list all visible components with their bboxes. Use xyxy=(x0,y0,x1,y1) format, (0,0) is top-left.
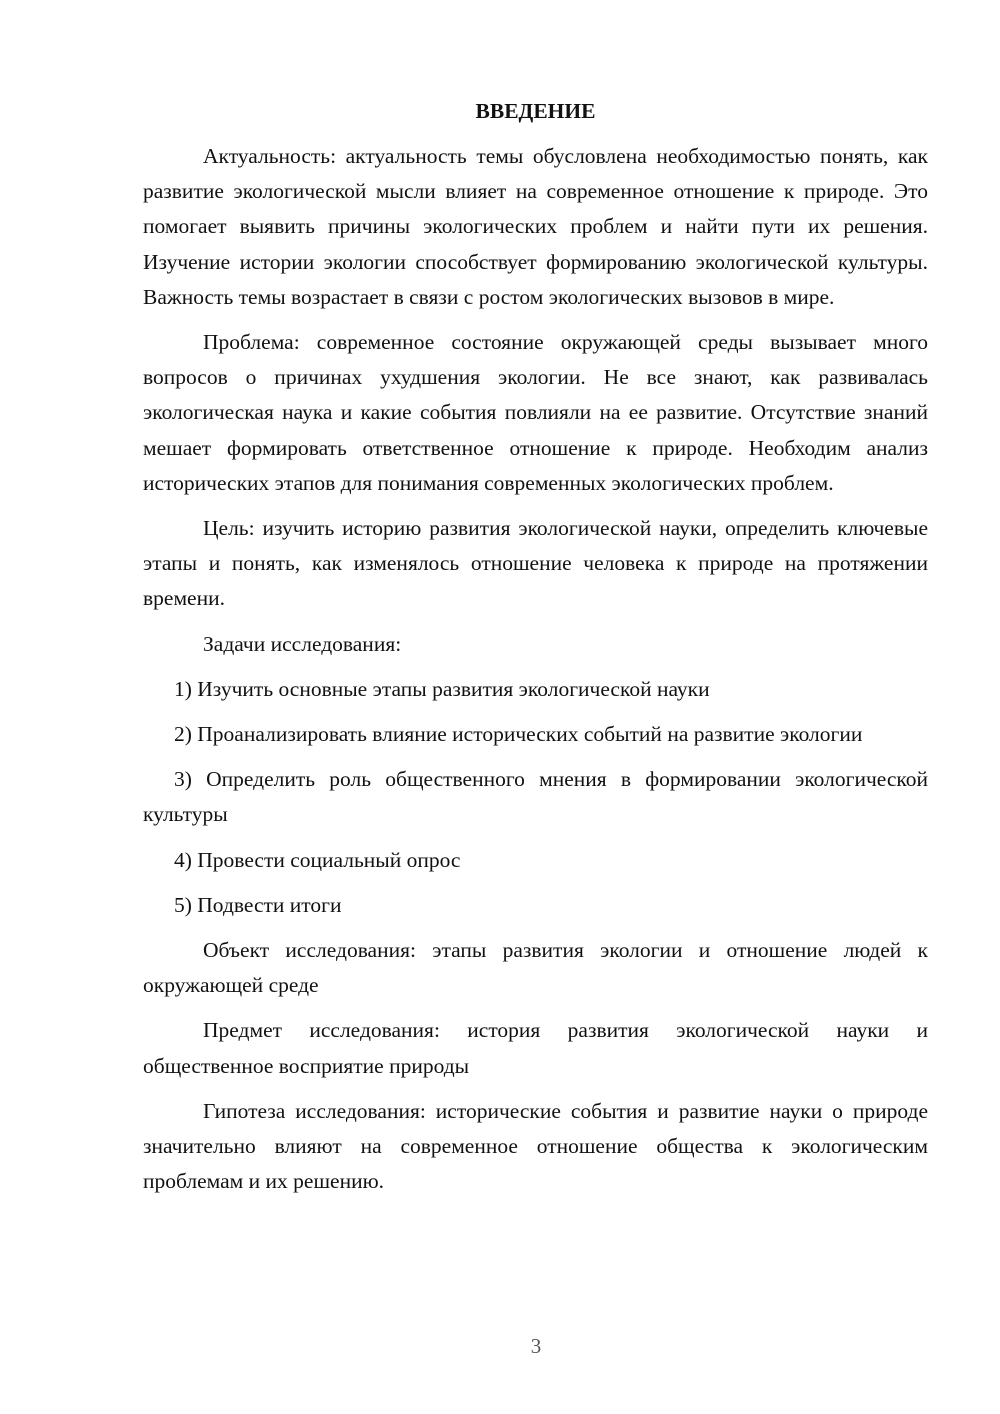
task-item-5: 5) Подвести итоги xyxy=(174,892,342,917)
tasks-heading: Задачи исследования: xyxy=(203,631,402,656)
goal-paragraph: Цель: изучить историю развития экологической науки, определить ключевые этапы и понять, как изменялось отношение человека к природе на протяжении времени. xyxy=(143,516,928,611)
page-content xyxy=(143,94,928,1209)
relevance-paragraph: Актуальность: актуальность темы обусловлена необходимостью понять, как развитие экологической мысли влияет на современное отношение к природе. Это помогает выявить причины экологических проблем и найти пути их решения. Изучение истории экологии способствует формированию экологической культуры. Важность темы возрастает в связи с ростом экологических вызовов в мире. xyxy=(143,144,928,309)
task-item-4: 4) Провести социальный опрос xyxy=(174,847,461,872)
page-number: 3 xyxy=(530,1334,542,1358)
task-item-2: 2) Проанализировать влияние исторических событий на развитие экологии xyxy=(174,722,863,747)
subject-paragraph: Предмет исследования: история развития экологической науки и общественное восприятие природы xyxy=(143,1018,928,1078)
hypothesis-paragraph: Гипотеза исследования: исторические события и развитие науки о природе значительно влияют на современное отношение общества к экологическим проблемам и их решению. xyxy=(143,1098,928,1194)
task-item-3: 3) Определить роль общественного мнения в формировании экологической культуры xyxy=(143,767,928,827)
problem-paragraph: Проблема: современное состояние окружающей среды вызывает много вопросов о причинах ухудшения экологии. Не все знают, как развивалась экологическая наука и какие события повлияли на ее развитие. Отсутствие знаний мешает формировать ответственное отношение к природе. Необходим анализ исторических этапов для понимания современных экологических проблем. xyxy=(143,330,928,495)
object-paragraph: Объект исследования: этапы развития экологии и отношение людей к окружающей среде xyxy=(143,938,928,998)
task-item-1: 1) Изучить основные этапы развития экологической науки xyxy=(174,676,710,701)
page-title: ВВЕДЕНИЕ xyxy=(475,99,596,123)
